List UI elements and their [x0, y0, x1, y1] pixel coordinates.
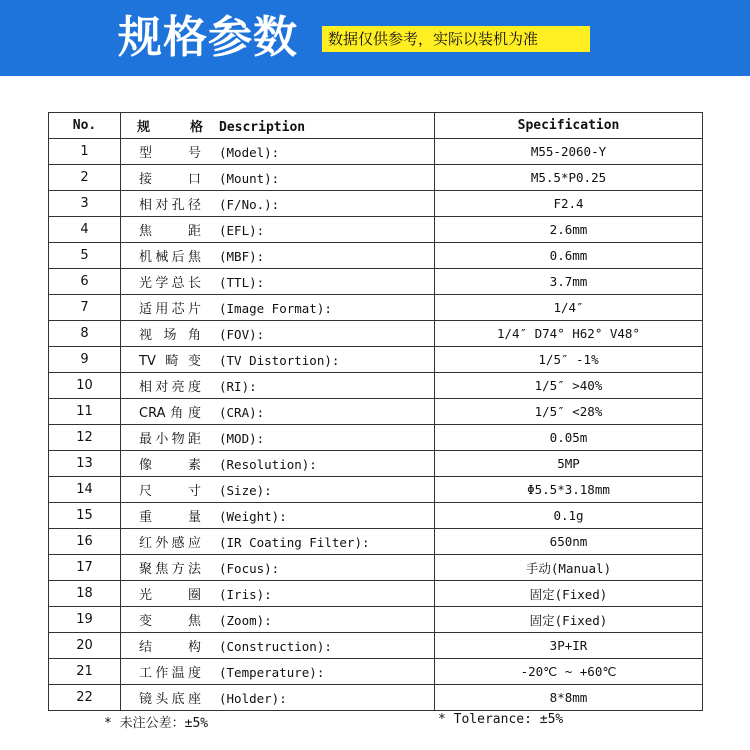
table-row — [49, 217, 703, 243]
row-description-en: (Temperature): — [219, 665, 325, 680]
row-description — [121, 373, 435, 399]
row-description-cn: TV畸变 — [139, 354, 201, 369]
row-description-en: (CRA): — [219, 405, 265, 420]
row-specification: M5.5*P0.25 — [435, 165, 703, 191]
table-row — [49, 477, 703, 503]
row-description-en: (TTL): — [219, 275, 265, 290]
row-description — [121, 139, 435, 165]
row-specification: 1/4″ D74° H62° V48° — [435, 321, 703, 347]
row-number: 2 — [49, 165, 121, 191]
table-row — [49, 607, 703, 633]
row-description-en: (FOV): — [219, 327, 265, 342]
row-description-cn: 适用芯片 — [139, 302, 201, 317]
row-number: 1 — [49, 139, 121, 165]
row-specification: 8*8mm — [435, 685, 703, 711]
row-specification: F2.4 — [435, 191, 703, 217]
row-specification: 0.6mm — [435, 243, 703, 269]
row-specification: 5MP — [435, 451, 703, 477]
row-description-cn: 型号 — [139, 146, 201, 161]
row-description — [121, 607, 435, 633]
row-specification: 0.1g — [435, 503, 703, 529]
row-description — [121, 659, 435, 685]
row-specification: 固定(Fixed) — [435, 581, 703, 607]
row-description — [121, 425, 435, 451]
row-description-cn: 最小物距 — [139, 432, 201, 447]
row-number: 7 — [49, 295, 121, 321]
table-row — [49, 243, 703, 269]
row-number: 19 — [49, 607, 121, 633]
row-description-en: (Holder): — [219, 691, 287, 706]
row-description-en: (Zoom): — [219, 613, 272, 628]
row-number: 8 — [49, 321, 121, 347]
row-number: 3 — [49, 191, 121, 217]
row-description — [121, 477, 435, 503]
header-banner — [0, 0, 750, 76]
table-row — [49, 659, 703, 685]
table-row — [49, 529, 703, 555]
row-description-en: (Model): — [219, 145, 280, 160]
row-description-en: (Image Format): — [219, 301, 332, 316]
row-description-cn: 相对孔径 — [139, 198, 201, 213]
row-number: 9 — [49, 347, 121, 373]
table-row — [49, 295, 703, 321]
table-row — [49, 165, 703, 191]
table-row — [49, 347, 703, 373]
row-description — [121, 191, 435, 217]
row-description — [121, 347, 435, 373]
row-description-cn: 光圈 — [139, 588, 201, 603]
row-description-en: (Iris): — [219, 587, 272, 602]
header-no: No. — [49, 113, 121, 139]
row-description-en: (IR Coating Filter): — [219, 535, 370, 550]
row-description-cn: 光学总长 — [139, 276, 201, 291]
table-row — [49, 633, 703, 659]
row-specification: 固定(Fixed) — [435, 607, 703, 633]
row-description-cn: 机械后焦 — [139, 250, 201, 265]
tolerance-note-cn: * 未注公差：±5% — [104, 716, 209, 731]
spec-table-body — [49, 139, 703, 711]
row-description-en: (Weight): — [219, 509, 287, 524]
row-number: 18 — [49, 581, 121, 607]
table-row — [49, 425, 703, 451]
row-description-cn: 像素 — [139, 458, 201, 473]
row-number: 11 — [49, 399, 121, 425]
row-description — [121, 399, 435, 425]
table-row — [49, 139, 703, 165]
row-description-en: (MBF): — [219, 249, 265, 264]
row-number: 6 — [49, 269, 121, 295]
tolerance-note-en: * Tolerance: ±5% — [438, 712, 564, 727]
row-description — [121, 503, 435, 529]
row-description-en: (F/No.): — [219, 197, 280, 212]
row-specification: 手动(Manual) — [435, 555, 703, 581]
row-description-en: (Construction): — [219, 639, 332, 654]
row-description — [121, 243, 435, 269]
row-description-en: (Size): — [219, 483, 272, 498]
row-description — [121, 581, 435, 607]
header-description-en: Description — [219, 120, 306, 135]
row-number: 4 — [49, 217, 121, 243]
row-specification: 0.05m — [435, 425, 703, 451]
row-description-cn: 焦距 — [139, 224, 201, 239]
row-specification: Φ5.5*3.18mm — [435, 477, 703, 503]
table-row — [49, 685, 703, 711]
row-number: 14 — [49, 477, 121, 503]
row-specification: 650nm — [435, 529, 703, 555]
row-description-en: (EFL): — [219, 223, 265, 238]
disclaimer-note: 数据仅供参考，实际以装机为准 — [322, 26, 590, 52]
row-description — [121, 451, 435, 477]
row-specification: 1/5″ <28% — [435, 399, 703, 425]
row-description-cn: 聚焦方法 — [139, 562, 201, 577]
row-number: 12 — [49, 425, 121, 451]
row-specification: 1/5″ >40% — [435, 373, 703, 399]
header-description — [121, 113, 435, 139]
row-specification: 1/5″ -1% — [435, 347, 703, 373]
row-specification: -20℃ ~ +60℃ — [435, 659, 703, 685]
row-description — [121, 529, 435, 555]
row-description-cn: 视场角 — [139, 328, 201, 343]
row-number: 10 — [49, 373, 121, 399]
row-specification: 2.6mm — [435, 217, 703, 243]
table-row — [49, 581, 703, 607]
table-row — [49, 503, 703, 529]
row-description-en: (Mount): — [219, 171, 280, 186]
table-row — [49, 451, 703, 477]
row-description-en: (TV Distortion): — [219, 353, 340, 368]
row-description-cn: 相对亮度 — [139, 380, 201, 395]
row-number: 5 — [49, 243, 121, 269]
row-number: 15 — [49, 503, 121, 529]
row-description — [121, 685, 435, 711]
row-description-en: (Resolution): — [219, 457, 317, 472]
spec-table — [48, 112, 703, 711]
row-number: 13 — [49, 451, 121, 477]
row-specification: 1/4″ — [435, 295, 703, 321]
row-description — [121, 555, 435, 581]
row-number: 22 — [49, 685, 121, 711]
row-description — [121, 633, 435, 659]
row-number: 21 — [49, 659, 121, 685]
row-description-cn: 结构 — [139, 640, 201, 655]
row-description-cn: 镜头底座 — [139, 692, 201, 707]
table-row — [49, 321, 703, 347]
row-description-en: (RI): — [219, 379, 257, 394]
row-description — [121, 217, 435, 243]
row-specification: 3P+IR — [435, 633, 703, 659]
header-specification: Specification — [435, 113, 703, 139]
row-number: 17 — [49, 555, 121, 581]
table-row — [49, 191, 703, 217]
table-header-row — [49, 113, 703, 139]
row-description — [121, 321, 435, 347]
row-description-cn: 工作温度 — [139, 666, 201, 681]
row-description-cn: 接口 — [139, 172, 201, 187]
table-row — [49, 373, 703, 399]
row-description — [121, 269, 435, 295]
row-description-en: (MOD): — [219, 431, 265, 446]
table-row — [49, 269, 703, 295]
page-title: 规格参数 — [118, 12, 298, 63]
row-number: 20 — [49, 633, 121, 659]
row-description-en: (Focus): — [219, 561, 280, 576]
row-description-cn: 红外感应 — [139, 536, 201, 551]
row-description-cn: 重量 — [139, 510, 201, 525]
row-number: 16 — [49, 529, 121, 555]
row-description-cn: 变焦 — [139, 614, 201, 629]
header-description-cn: 规格 — [137, 120, 203, 135]
table-row — [49, 399, 703, 425]
row-specification: 3.7mm — [435, 269, 703, 295]
row-specification: M55-2060-Y — [435, 139, 703, 165]
row-description-cn: 尺寸 — [139, 484, 201, 499]
row-description — [121, 165, 435, 191]
row-description — [121, 295, 435, 321]
table-row — [49, 555, 703, 581]
row-description-cn: CRA角度 — [139, 406, 201, 421]
